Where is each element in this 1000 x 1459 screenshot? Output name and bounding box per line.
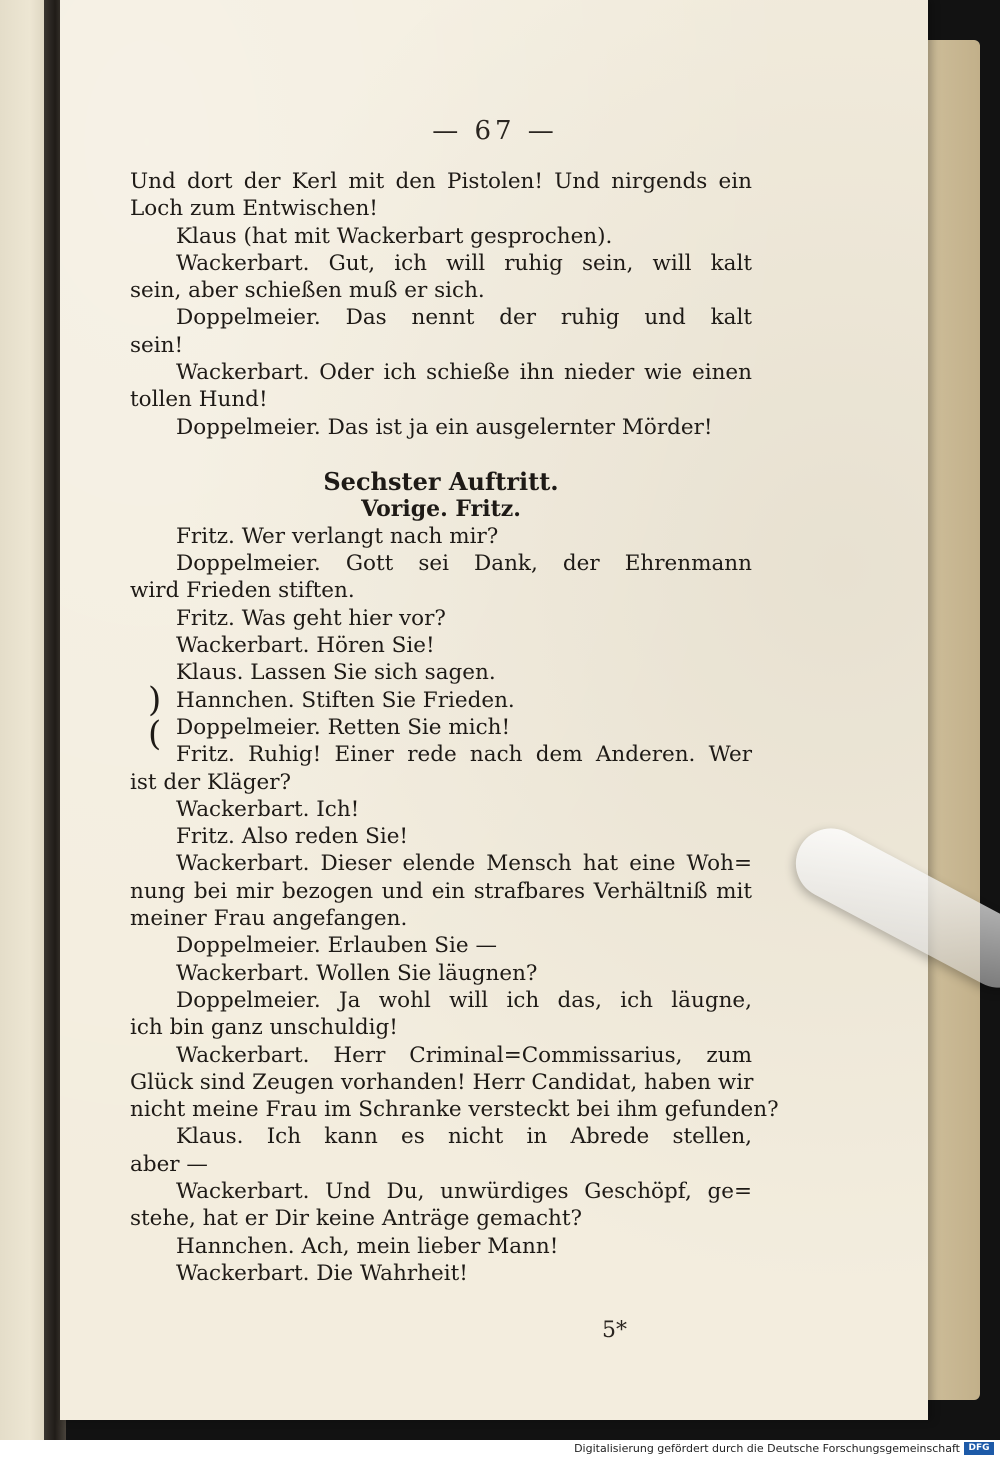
dialogue-line: Fritz. Also reden Sie! (176, 824, 409, 850)
text-line: Loch zum Entwischen! (130, 196, 378, 222)
text-line: sein, aber schießen muß er sich. (130, 278, 485, 304)
signature-mark: 5* (602, 1318, 627, 1343)
dialogue-line: Fritz. Was geht hier vor? (176, 605, 446, 631)
dialogue-line: Klaus. Ich kann es nicht in Abrede stellen, (176, 1124, 752, 1150)
text-line: wird Frieden stiften. (130, 578, 355, 604)
brace-mark: ( (148, 714, 162, 754)
dfg-logo-icon: DFG (964, 1442, 994, 1455)
text-line: ich bin ganz unschuldig! (130, 1015, 398, 1041)
dialogue-line: Klaus. Lassen Sie sich sagen. (176, 660, 496, 686)
dialogue-line: Wackerbart. Oder ich schieße ihn nieder wie einen (176, 360, 752, 386)
scene-heading: Sechster Auftritt. (323, 467, 559, 497)
dialogue-line: Hannchen. Stiften Sie Frieden. (176, 687, 515, 713)
text-line: meiner Frau angefangen. (130, 906, 408, 932)
dialogue-line: Doppelmeier. Das nennt der ruhig und kalt (176, 305, 752, 331)
dialogue-line: Doppelmeier. Retten Sie mich! (176, 714, 511, 740)
dialogue-line: Fritz. Ruhig! Einer rede nach dem Anderen. Wer (176, 742, 752, 768)
page-text (130, 168, 779, 1287)
text-line: Und dort der Kerl mit den Pistolen! Und nirgends ein (130, 169, 752, 194)
dialogue-line: Wackerbart. Hören Sie! (176, 633, 435, 659)
text-line: aber — (130, 1151, 208, 1177)
text-line: nung bei mir bezogen und ein strafbares Verhältniß mit (130, 878, 752, 904)
dialogue-line: Wackerbart. Wollen Sie läugnen? (176, 960, 538, 986)
dialogue-line: Doppelmeier. Das ist ja ein ausgelernter Mörder! (176, 414, 713, 440)
dialogue-line: Wackerbart. Dieser elende Mensch hat eine Woh= (176, 851, 752, 877)
text-line: stehe, hat er Dir keine Anträge gemacht? (130, 1206, 583, 1232)
text-line: tollen Hund! (130, 387, 268, 413)
dialogue-line: Wackerbart. Die Wahrheit! (176, 1260, 468, 1286)
blank-line (130, 441, 752, 468)
dialogue-line: Wackerbart. Gut, ich will ruhig sein, will kalt (176, 250, 752, 276)
dialogue-line: Wackerbart. Ich! (176, 796, 360, 822)
page-number: — 67 — (432, 116, 558, 146)
scene-cast: Vorige. Fritz. (361, 495, 521, 522)
brace-mark: ) (148, 680, 162, 720)
text-line: sein! (130, 332, 184, 358)
dialogue-line: Doppelmeier. Erlauben Sie — (176, 933, 497, 959)
left-page-edge (0, 0, 50, 1440)
text-line: Glück sind Zeugen vorhanden! Herr Candidat, haben wir (130, 1069, 754, 1095)
dialogue-line: Fritz. Wer verlangt nach mir? (176, 523, 499, 549)
dialogue-line: Hannchen. Ach, mein lieber Mann! (176, 1233, 559, 1259)
dialogue-line: Doppelmeier. Gott sei Dank, der Ehrenmann (176, 551, 752, 577)
dialogue-line: Doppelmeier. Ja wohl will ich das, ich läugne, (176, 987, 752, 1013)
text-line: nicht meine Frau im Schranke versteckt bei ihm gefunden? (130, 1097, 779, 1123)
footer-credit: Digitalisierung gefördert durch die Deutsche Forschungsgemeinschaft (574, 1442, 960, 1455)
dialogue-line: Wackerbart. Herr Criminal=Commissarius, zum (176, 1042, 752, 1068)
text-line: ist der Kläger? (130, 769, 292, 795)
stage-direction: Klaus (hat mit Wackerbart gesprochen). (176, 223, 613, 249)
dialogue-line: Wackerbart. Und Du, unwürdiges Geschöpf, ge= (176, 1178, 752, 1204)
